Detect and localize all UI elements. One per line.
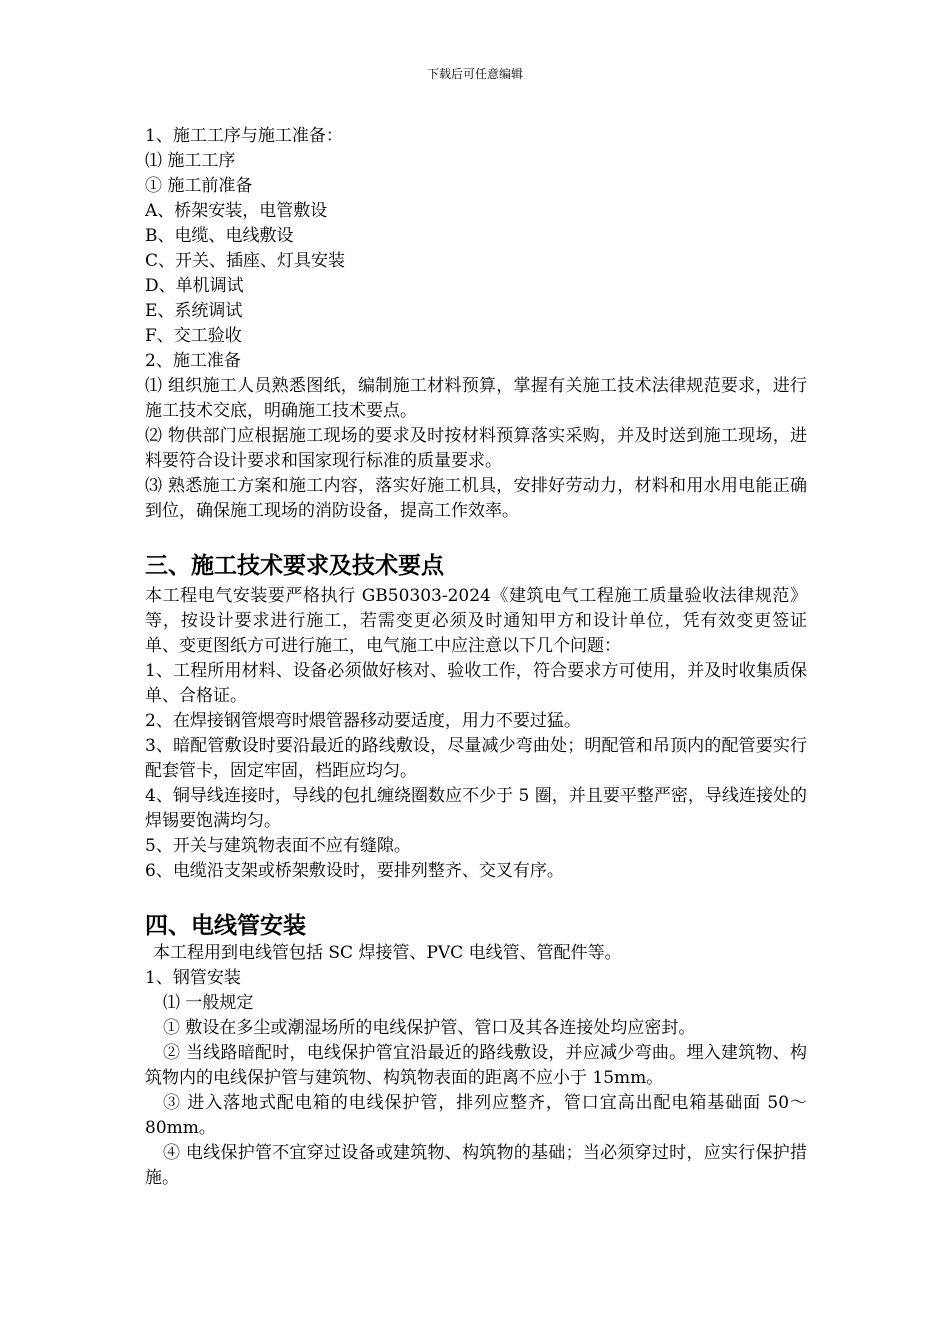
process-step: B、电缆、电线敷设	[145, 226, 294, 246]
process-step: D、单机调试	[145, 276, 244, 296]
requirement-item: 5、开关与建筑物表面不应有缝隙。	[145, 836, 411, 856]
requirement-item: 2、在焊接钢管煨弯时煨管器移动要适度，用力不要过猛。	[145, 711, 581, 731]
page-header: 下载后可任意编辑	[426, 67, 523, 81]
preparation-item: ⑴ 组织施工人员熟悉图纸，编制施工材料预算，掌握有关施工技术法律规范要求，进行施工技术交底，明确施工技术要点。	[145, 376, 807, 421]
general-rule-item: ③ 进入落地式配电箱的电线保护管，排列应整齐，管口宜高出配电箱基础面 50～80mm。	[145, 1093, 807, 1138]
section-4-title: 四、电线管安装	[145, 913, 306, 939]
requirements-intro: 本工程电气安装要严格执行 GB50303-2024《建筑电气工程施工质量验收法律规范》等，按设计要求进行施工，若需变更必须及时通知甲方和设计单位，凭有效变更签证单、变更图纸方可进行施工，电气施工中应注意以下几个问题：	[145, 586, 807, 656]
preparation-heading: 2、施工准备	[145, 351, 241, 371]
section-conduit-installation	[145, 941, 807, 1191]
section-construction-process	[145, 124, 807, 524]
process-step: A、桥架安装，电管敷设	[145, 201, 328, 221]
document-body	[145, 124, 807, 1191]
requirement-item: 4、铜导线连接时，导线的包扎缠绕圈数应不少于 5 圈，并且要平整严密，导线连接处的焊锡要饱满均匀。	[145, 786, 807, 831]
preparation-item: ⑶ 熟悉施工方案和施工内容，落实好施工机具，安排好劳动力，材料和用水用电能正确到位，确保施工现场的消防设备，提高工作效率。	[145, 476, 807, 521]
process-step: E、系统调试	[145, 301, 243, 321]
process-subheading: ⑴ 施工工序	[145, 151, 236, 171]
process-step: ① 施工前准备	[145, 176, 253, 196]
section-3-title: 三、施工技术要求及技术要点	[145, 553, 444, 579]
steel-pipe-heading: 1、钢管安装	[145, 968, 241, 988]
conduit-intro: 本工程用到电线管包括 SC 焊接管、PVC 电线管、管配件等。	[153, 943, 622, 963]
general-rule-item: ④ 电线保护管不宜穿过设备或建筑物、构筑物的基础；当必须穿过时，应实行保护措施。	[145, 1143, 807, 1188]
general-rule-item: ② 当线路暗配时，电线保护管宜沿最近的路线敷设，并应减少弯曲。埋入建筑物、构筑物内的电线保护管与建筑物、构筑物表面的距离不应小于 15mm。	[145, 1043, 807, 1088]
process-step: C、开关、插座、灯具安装	[145, 251, 346, 271]
process-step: F、交工验收	[145, 326, 242, 346]
general-rules-heading: ⑴ 一般规定	[163, 993, 254, 1013]
general-rule-item: ① 敷设在多尘或潮湿场所的电线保护管、管口及其各连接处均应密封。	[163, 1018, 696, 1038]
requirement-item: 1、工程所用材料、设备必须做好核对、验收工作，符合要求方可使用，并及时收集质保单、合格证。	[145, 661, 807, 706]
requirement-item: 6、电缆沿支架或桥架敷设时，要排列整齐、交叉有序。	[145, 861, 564, 881]
preparation-item: ⑵ 物供部门应根据施工现场的要求及时按材料预算落实采购，并及时送到施工现场，进料要符合设计要求和国家现行标准的质量要求。	[145, 426, 807, 471]
section-technical-requirements	[145, 584, 807, 884]
process-heading: 1、施工工序与施工准备：	[145, 126, 343, 146]
requirement-item: 3、暗配管敷设时要沿最近的路线敷设，尽量减少弯曲处；明配管和吊顶内的配管要实行配套管卡，固定牢固，档距应均匀。	[145, 736, 807, 781]
